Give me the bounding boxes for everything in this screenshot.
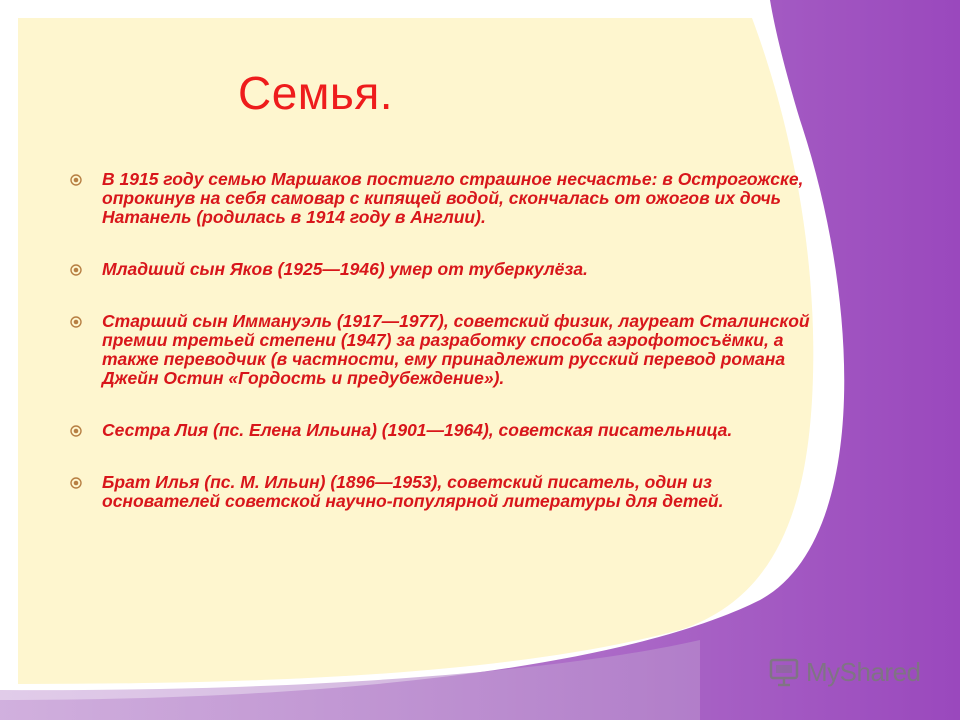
- watermark-logo: [768, 654, 928, 690]
- list-item-text: Сестра Лия (пс. Елена Ильина) (1901—1964), советская писательница.: [102, 420, 733, 440]
- list-item: [70, 260, 830, 279]
- list-item: [70, 421, 830, 440]
- list-item: [70, 170, 830, 227]
- bullet-icon: [70, 316, 82, 328]
- list-item-text: Старший сын Иммануэль (1917—1977), советский физик, лауреат Сталинской премии третьей степени (1947) за разработку способа аэрофотосъёмки, а также переводчик (в частности, ему принадлежит русский перевод романа Джейн Остин «Гордость и предубеждение»).: [102, 311, 810, 388]
- list-item-text: В 1915 году семью Маршаков постигло страшное несчастье: в Острогожске, опрокинув на себя самовар с кипящей водой, скончалась от ожогов их дочь Натанель (родилась в 1914 году в Англии).: [102, 169, 804, 227]
- bullet-list: [70, 170, 830, 544]
- bullet-icon: [70, 174, 82, 186]
- watermark-text: MyShared: [806, 656, 921, 687]
- bullet-icon: [70, 264, 82, 276]
- list-item: [70, 312, 830, 388]
- list-item-text: Брат Илья (пс. М. Ильин) (1896—1953), советский писатель, один из основателей советской научно-популярной литературы для детей.: [102, 472, 724, 511]
- presentation-board-icon: [768, 657, 802, 687]
- bullet-icon: [70, 477, 82, 489]
- list-item: [70, 473, 830, 511]
- list-item-text: Младший сын Яков (1925—1946) умер от туберкулёза.: [102, 259, 588, 279]
- slide-title: Семья.: [238, 67, 394, 119]
- bullet-icon: [70, 425, 82, 437]
